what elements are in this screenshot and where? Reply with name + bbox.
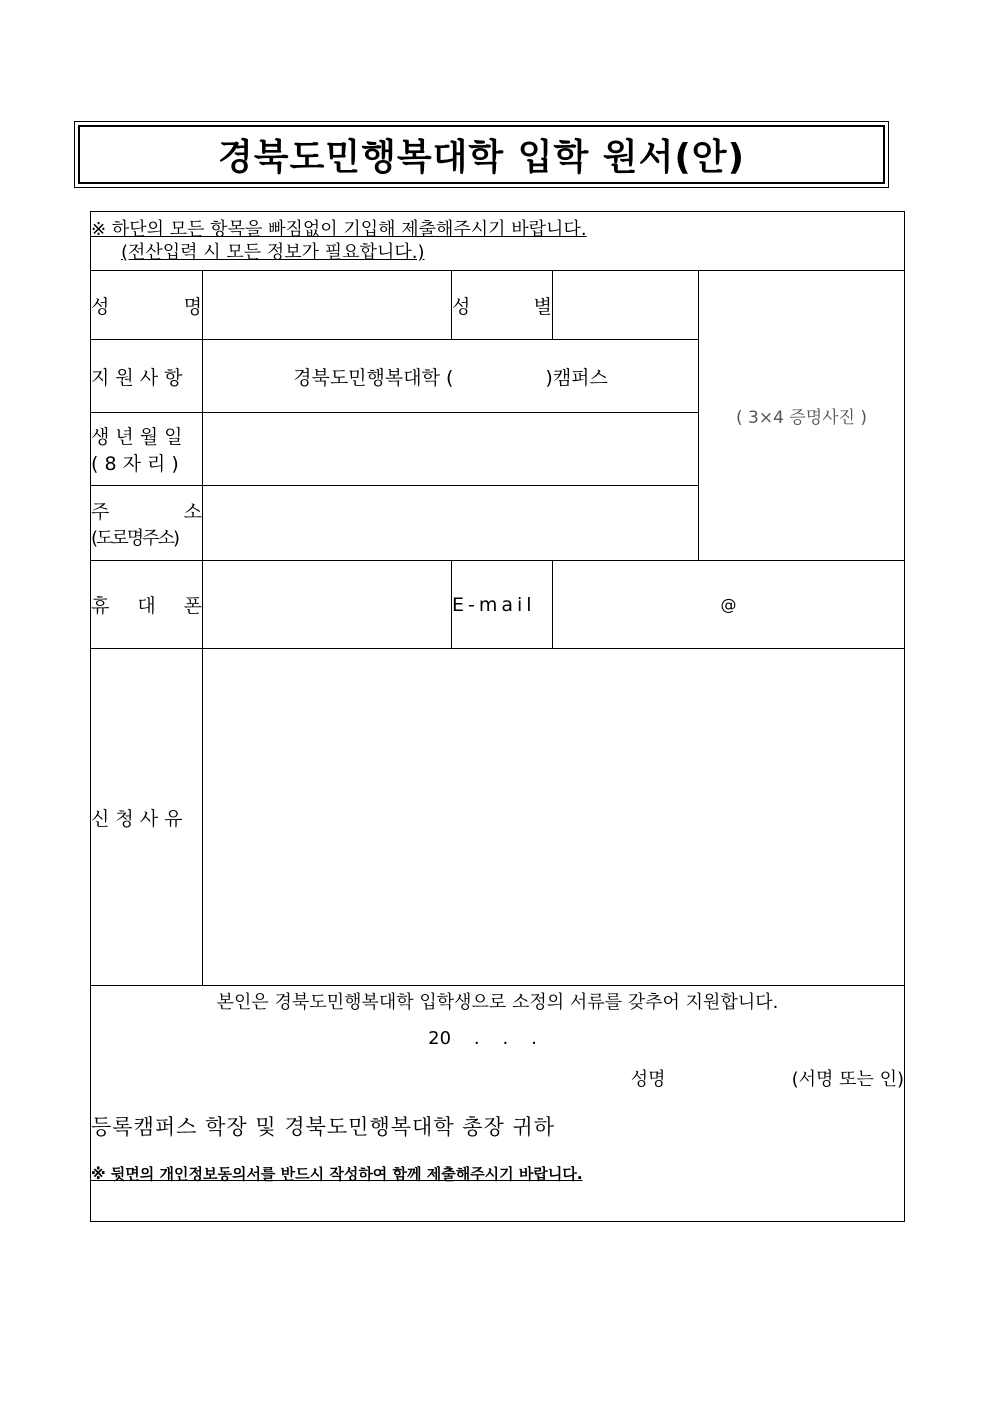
signature-line [91, 1065, 904, 1091]
signature-hint[interactable]: (서명 또는 인) [791, 1069, 904, 1090]
email-at-sign: @ [720, 595, 737, 614]
campus-prefix: 경북도민행복대학 ( [293, 366, 454, 389]
footer-cell [91, 986, 905, 1222]
notice-cell [91, 212, 905, 271]
page-title: 경북도민행복대학 입학 원서(안) [217, 137, 746, 178]
reason-label: 신 청 사 유 [91, 649, 203, 986]
phone-input[interactable] [203, 561, 452, 649]
name-label: 성 명 [91, 271, 203, 340]
back-page-note: ※ 뒷면의 개인정보동의서를 반드시 작성하여 함께 제출해주시기 바랍니다. [91, 1165, 583, 1183]
gender-label: 성 별 [452, 271, 553, 340]
gender-input[interactable] [553, 271, 699, 340]
date-line[interactable]: 20 . . . [428, 1028, 537, 1049]
campus-input[interactable] [203, 340, 699, 413]
notice-line-2: (전산입력 시 모든 정보가 필요합니다.) [121, 242, 425, 263]
phone-label: 휴 대 폰 [91, 561, 203, 649]
apply-label: 지 원 사 항 [91, 340, 203, 413]
application-form [90, 211, 905, 1222]
notice-line-1: ※ 하단의 모든 항목을 빠짐없이 기입해 제출해주시기 바랍니다. [91, 219, 587, 240]
address-input[interactable] [203, 486, 699, 561]
title-inner-frame [78, 125, 885, 184]
birth-label: 생 년 월 일 ( 8 자 리 ) [91, 413, 203, 486]
birth-input[interactable] [203, 413, 699, 486]
campus-suffix: )캠퍼스 [545, 366, 608, 389]
address-label: 주 소 (도로명주소) [91, 486, 203, 561]
pledge-text: 본인은 경북도민행복대학 입학생으로 소정의 서류를 갖추어 지원합니다. [216, 992, 779, 1013]
email-input[interactable] [553, 561, 905, 649]
addressee: 등록캠퍼스 학장 및 경북도민행복대학 총장 귀하 [91, 1115, 556, 1139]
signature-label: 성명 [630, 1069, 666, 1090]
title-box [74, 121, 889, 188]
name-input[interactable] [203, 271, 452, 340]
photo-label: ( 3×4 증명사진 ) [735, 408, 868, 428]
email-label: E-mail [452, 561, 553, 649]
photo-box[interactable] [699, 271, 905, 561]
reason-input[interactable] [203, 649, 905, 986]
